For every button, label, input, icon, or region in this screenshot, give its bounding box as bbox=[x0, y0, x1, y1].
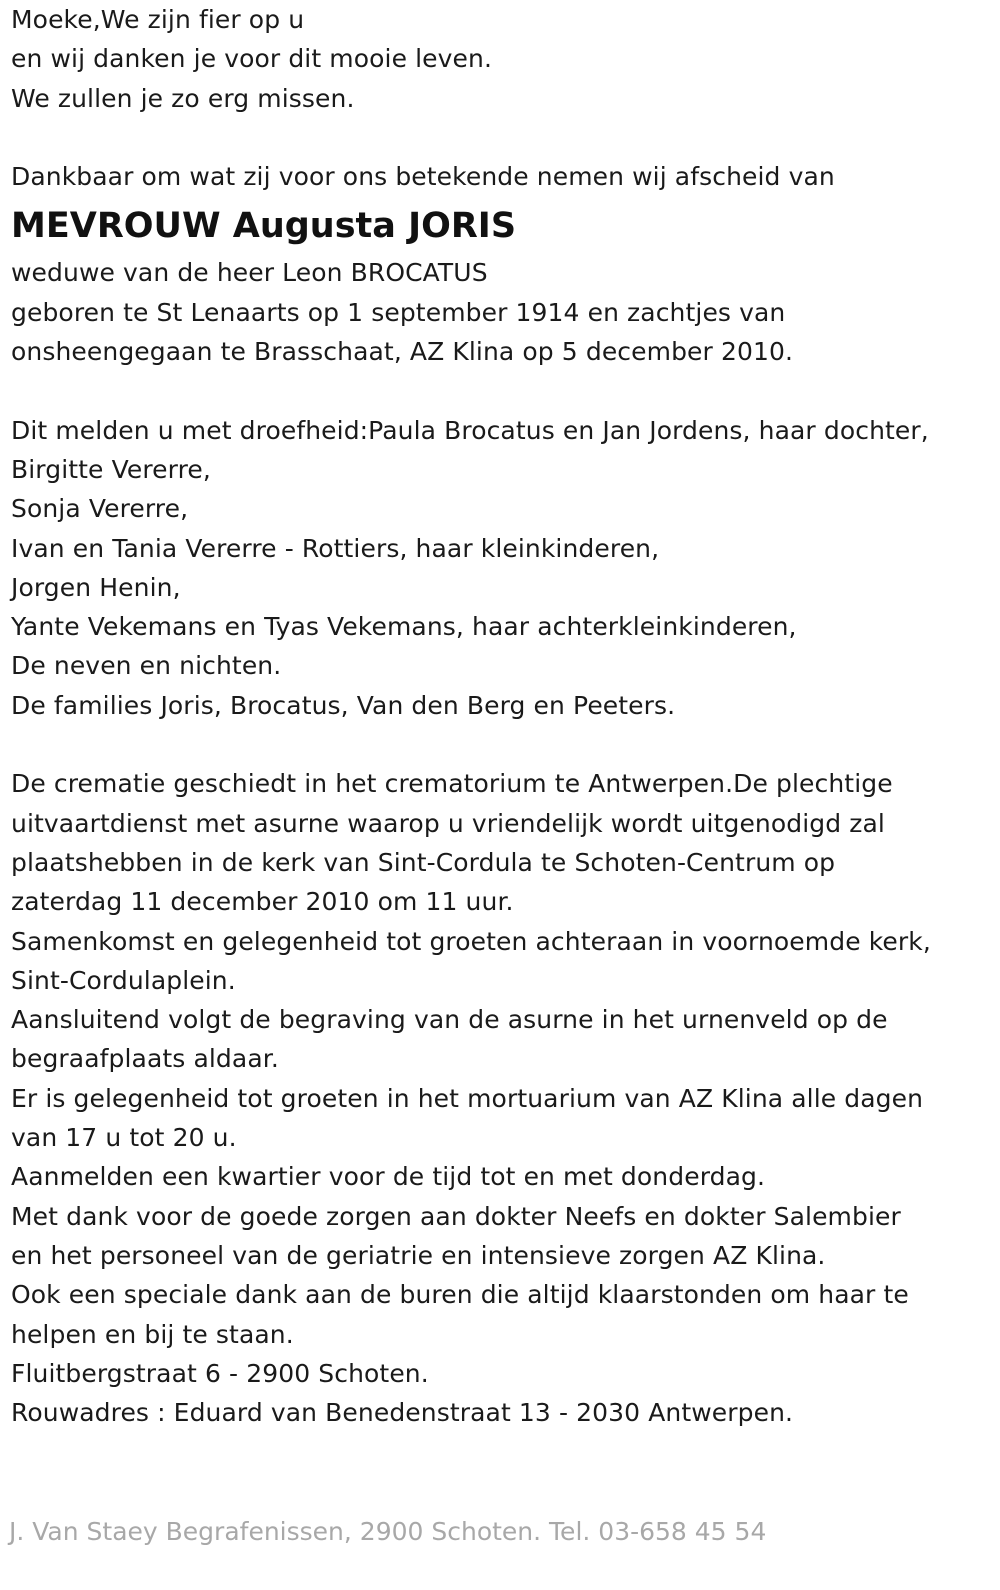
spacer bbox=[11, 725, 991, 764]
ceremony-line: Aansluitend volgt de begraving van de asurne in het urnenveld op de bbox=[11, 1005, 888, 1035]
deceased-name: MEVROUW Augusta JORIS bbox=[11, 206, 517, 247]
spacer bbox=[11, 371, 991, 410]
ceremony-line: Fluitbergstraat 6 - 2900 Schoten. bbox=[11, 1358, 429, 1388]
poem-line: Moeke,We zijn fier op u bbox=[11, 5, 305, 34]
family-line: Yante Vekemans en Tyas Vekemans, haar achterkleinkinderen, bbox=[11, 612, 797, 642]
family-line: Ivan en Tania Vererre - Rottiers, haar kleinkinderen, bbox=[11, 533, 660, 563]
ceremony-info bbox=[11, 764, 991, 1432]
funeral-home-footer: J. Van Staey Begrafenissen, 2900 Schoten. Tel. 03-658 45 54 bbox=[9, 1517, 767, 1546]
ceremony-line: Ook een speciale dank aan de buren die altijd klaarstonden om haar te bbox=[11, 1280, 909, 1310]
family-line: Sonja Vererre, bbox=[11, 494, 189, 524]
intro-text: Dankbaar om wat zij voor ons betekende nemen wij afscheid van bbox=[11, 162, 835, 192]
ceremony-line: helpen en bij te staan. bbox=[11, 1319, 294, 1349]
details-line: weduwe van de heer Leon BROCATUS bbox=[11, 258, 488, 288]
ceremony-line: plaatshebben in de kerk van Sint-Cordula te Schoten-Centrum op bbox=[11, 847, 836, 877]
ceremony-line: uitvaartdienst met asurne waarop u vriendelijk wordt uitgenodigd zal bbox=[11, 808, 885, 838]
family-list bbox=[11, 411, 991, 725]
death-notice bbox=[11, 0, 991, 1432]
poem-line: We zullen je zo erg missen. bbox=[11, 83, 355, 113]
details-line: onsheengegaan te Brasschaat, AZ Klina op 5 december 2010. bbox=[11, 337, 794, 367]
ceremony-line: en het personeel van de geriatrie en intensieve zorgen AZ Klina. bbox=[11, 1240, 826, 1270]
ceremony-line: begraafplaats aldaar. bbox=[11, 1044, 279, 1074]
family-line: Birgitte Vererre, bbox=[11, 454, 211, 484]
details-line: geboren te St Lenaarts op 1 september 1914 en zachtjes van bbox=[11, 297, 786, 327]
ceremony-line: Met dank voor de goede zorgen aan dokter Neefs en dokter Salembier bbox=[11, 1201, 901, 1231]
ceremony-line: Samenkomst en gelegenheid tot groeten achteraan in voornoemde kerk, bbox=[11, 926, 931, 956]
family-line: Dit melden u met droefheid:Paula Brocatus en Jan Jordens, haar dochter, bbox=[11, 415, 929, 445]
details bbox=[11, 253, 991, 371]
family-line: De families Joris, Brocatus, Van den Berg en Peeters. bbox=[11, 690, 676, 720]
ceremony-line: Aanmelden een kwartier voor de tijd tot en met donderdag. bbox=[11, 1162, 766, 1192]
family-line: Jorgen Henin, bbox=[11, 572, 181, 602]
ceremony-line: De crematie geschiedt in het crematorium te Antwerpen.De plechtige bbox=[11, 769, 893, 799]
ceremony-line: zaterdag 11 december 2010 om 11 uur. bbox=[11, 887, 514, 917]
ceremony-line: Er is gelegenheid tot groeten in het mortuarium van AZ Klina alle dagen bbox=[11, 1083, 924, 1113]
poem bbox=[11, 0, 991, 118]
ceremony-line: van 17 u tot 20 u. bbox=[11, 1123, 237, 1153]
family-line: De neven en nichten. bbox=[11, 651, 282, 681]
ceremony-line: Rouwadres : Eduard van Benedenstraat 13 - 2030 Antwerpen. bbox=[11, 1398, 794, 1428]
poem-line: en wij danken je voor dit mooie leven. bbox=[11, 44, 493, 74]
spacer bbox=[11, 118, 991, 157]
ceremony-line: Sint-Cordulaplein. bbox=[11, 965, 236, 995]
